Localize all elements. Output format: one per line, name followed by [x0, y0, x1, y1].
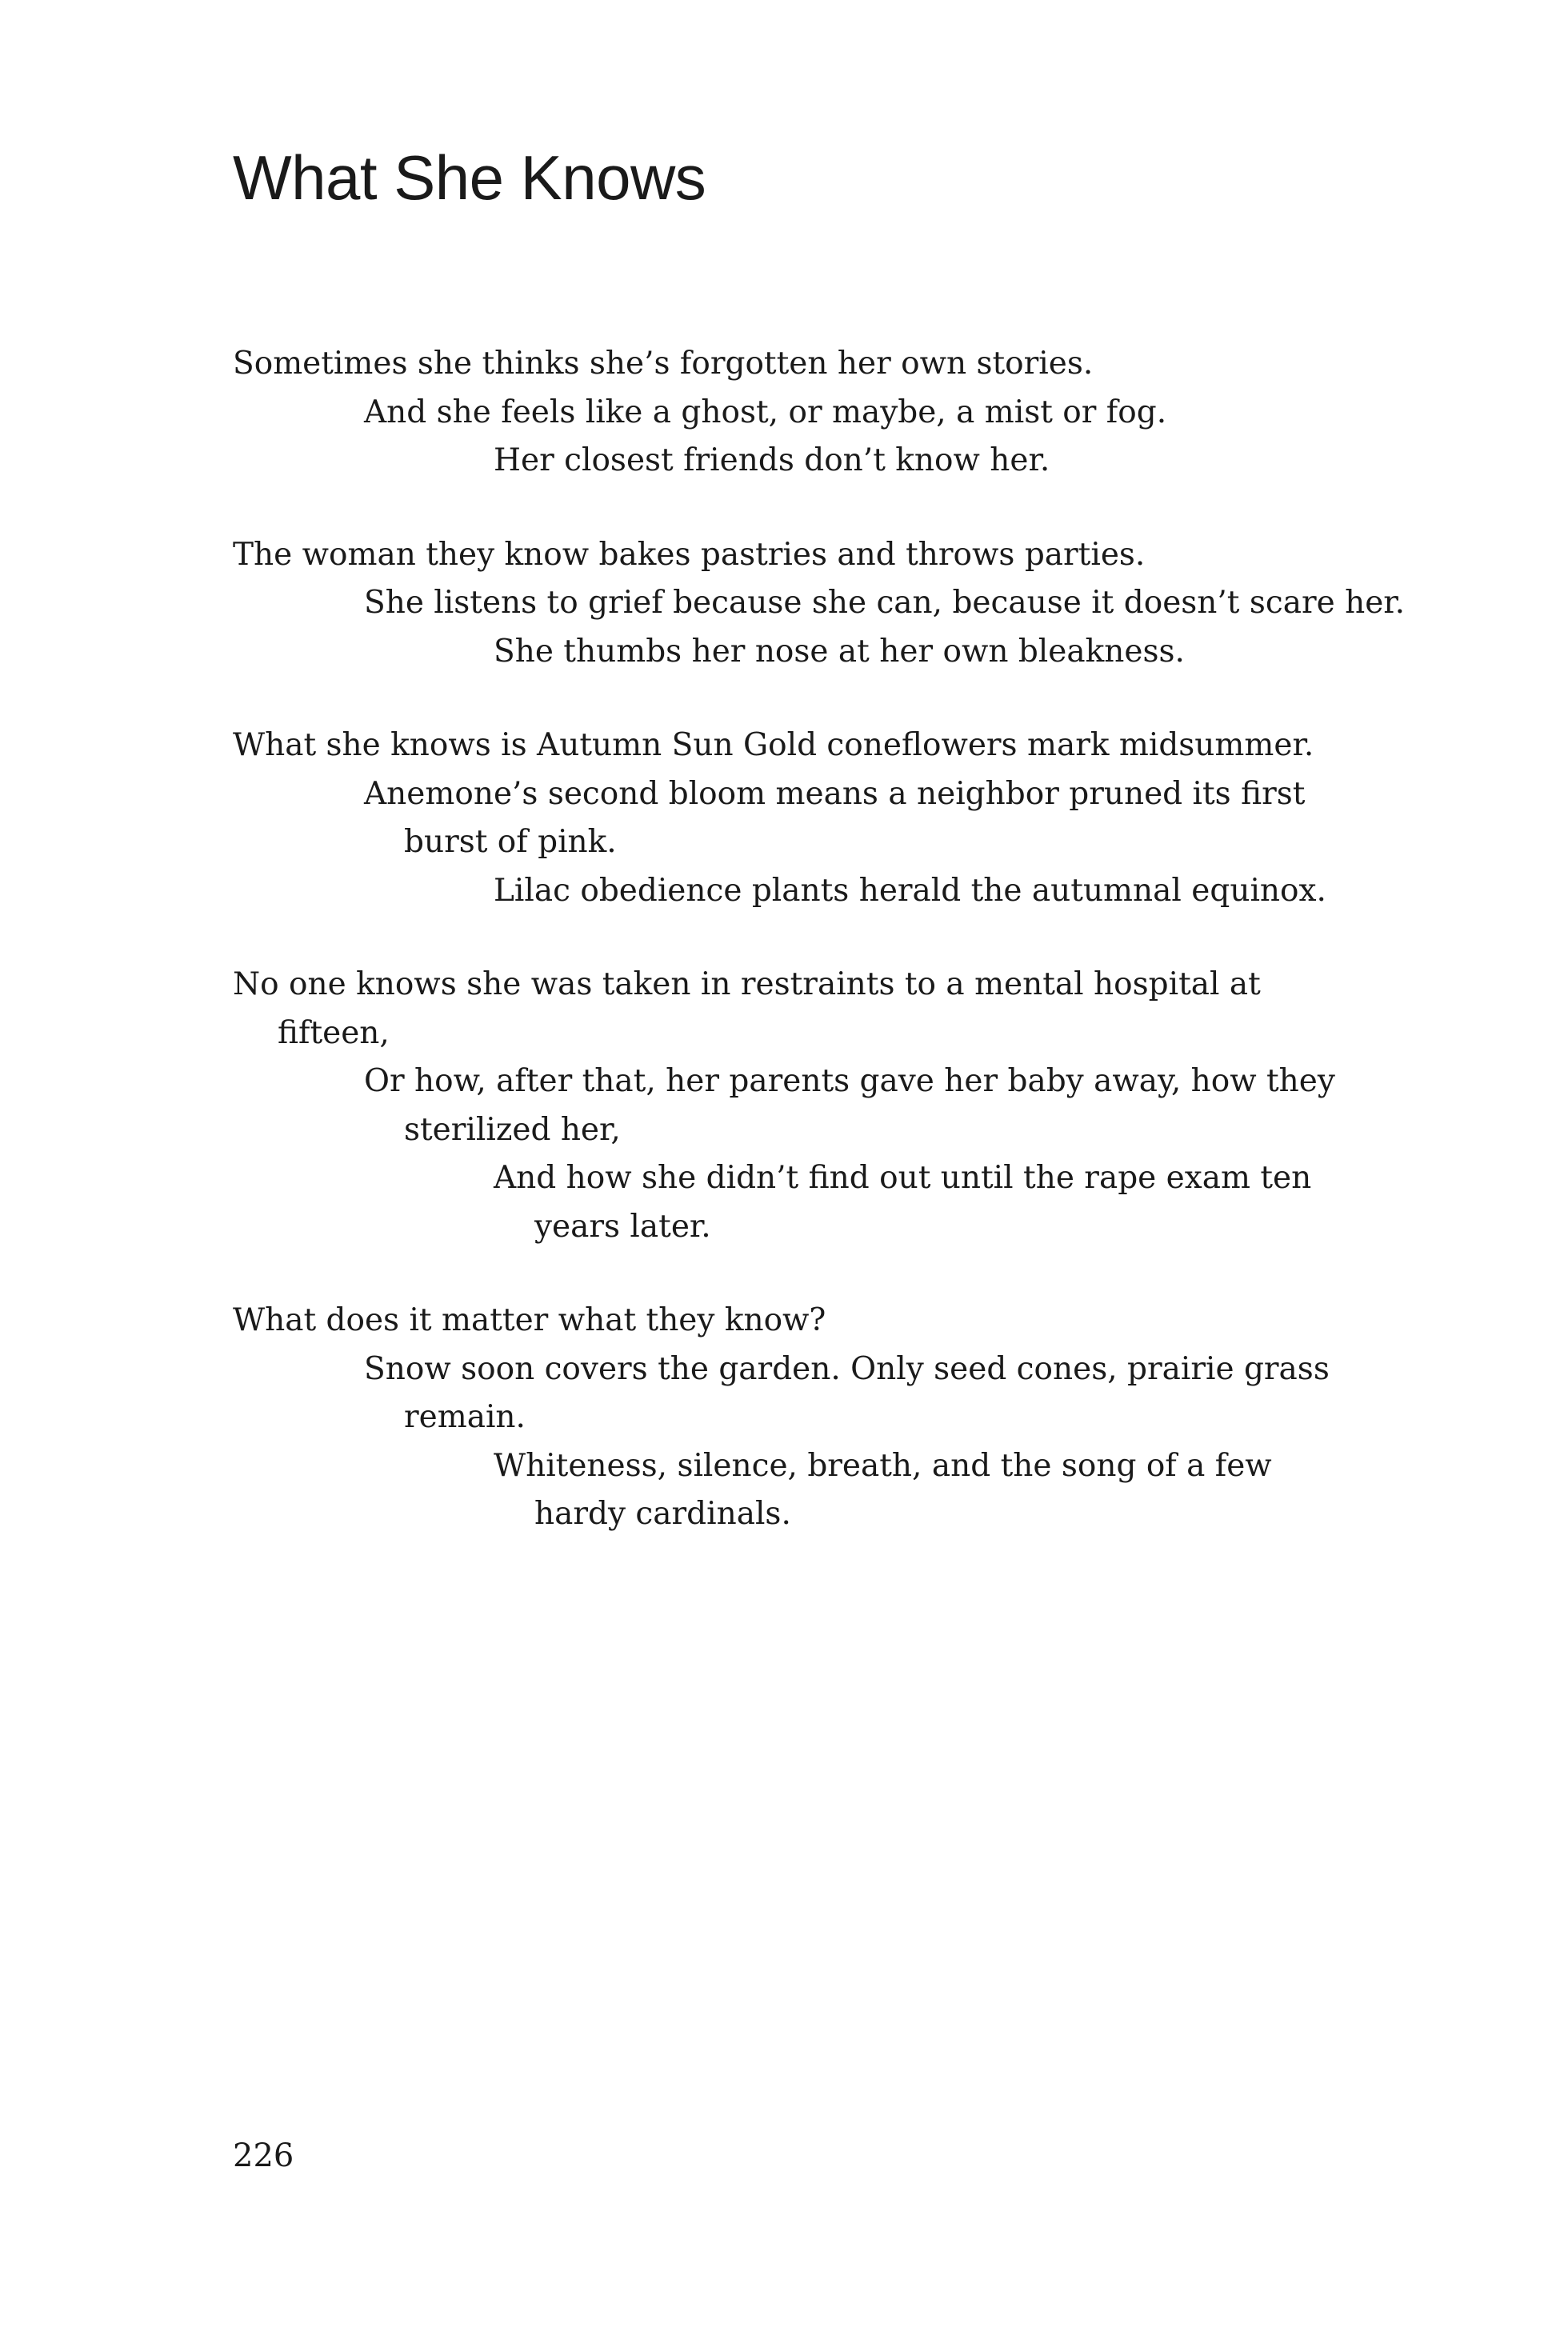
poem-line: Her closest friends don’t know her.: [494, 442, 1050, 478]
stanza-1: [233, 340, 1377, 486]
poem-line-continuation: sterilized her,: [404, 1111, 621, 1148]
poem-line: She thumbs her nose at her own bleakness.: [494, 633, 1185, 670]
poem-line: What she knows is Autumn Sun Gold coneflowers mark midsummer.: [233, 727, 1314, 763]
poem-line: Lilac obedience plants herald the autumnal equinox.: [494, 872, 1326, 909]
poem-line: The woman they know bakes pastries and throws parties.: [233, 536, 1146, 573]
poem-line: Snow soon covers the garden. Only seed cones, prairie grass: [364, 1350, 1330, 1387]
page-number: 226: [233, 2137, 294, 2174]
stanza-5: [233, 1297, 1377, 1539]
stanza-2: [233, 531, 1406, 677]
poem-line: Anemone’s second bloom means a neighbor pruned its first: [364, 775, 1306, 812]
poem-line: And she feels like a ghost, or maybe, a mist or fog.: [364, 394, 1167, 430]
poem-line-continuation: burst of pink.: [404, 824, 617, 860]
poem-line: Sometimes she thinks she’s forgotten her own stories.: [233, 346, 1094, 382]
stanza-3: [233, 722, 1377, 915]
poem-line-continuation: hardy cardinals.: [534, 1496, 791, 1532]
poem-title: What She Knows: [233, 142, 706, 213]
poem-line-continuation: remain.: [404, 1399, 526, 1435]
poem-body: [233, 340, 1406, 1585]
poem-line-continuation: years later.: [534, 1208, 711, 1245]
poem-line: She listens to grief because she can, because it doesn’t scare her.: [364, 585, 1406, 621]
poem-line-continuation: fifteen,: [278, 1014, 390, 1051]
poem-line: What does it matter what they know?: [233, 1302, 826, 1338]
poem-line: No one knows she was taken in restraints to a mental hospital at: [233, 966, 1261, 1002]
poem-line: And how she didn’t find out until the rape exam ten: [494, 1160, 1312, 1196]
stanza-4: [233, 961, 1377, 1251]
poem-line: Whiteness, silence, breath, and the song of a few: [494, 1447, 1272, 1484]
poem-line: Or how, after that, her parents gave her baby away, how they: [364, 1063, 1335, 1099]
